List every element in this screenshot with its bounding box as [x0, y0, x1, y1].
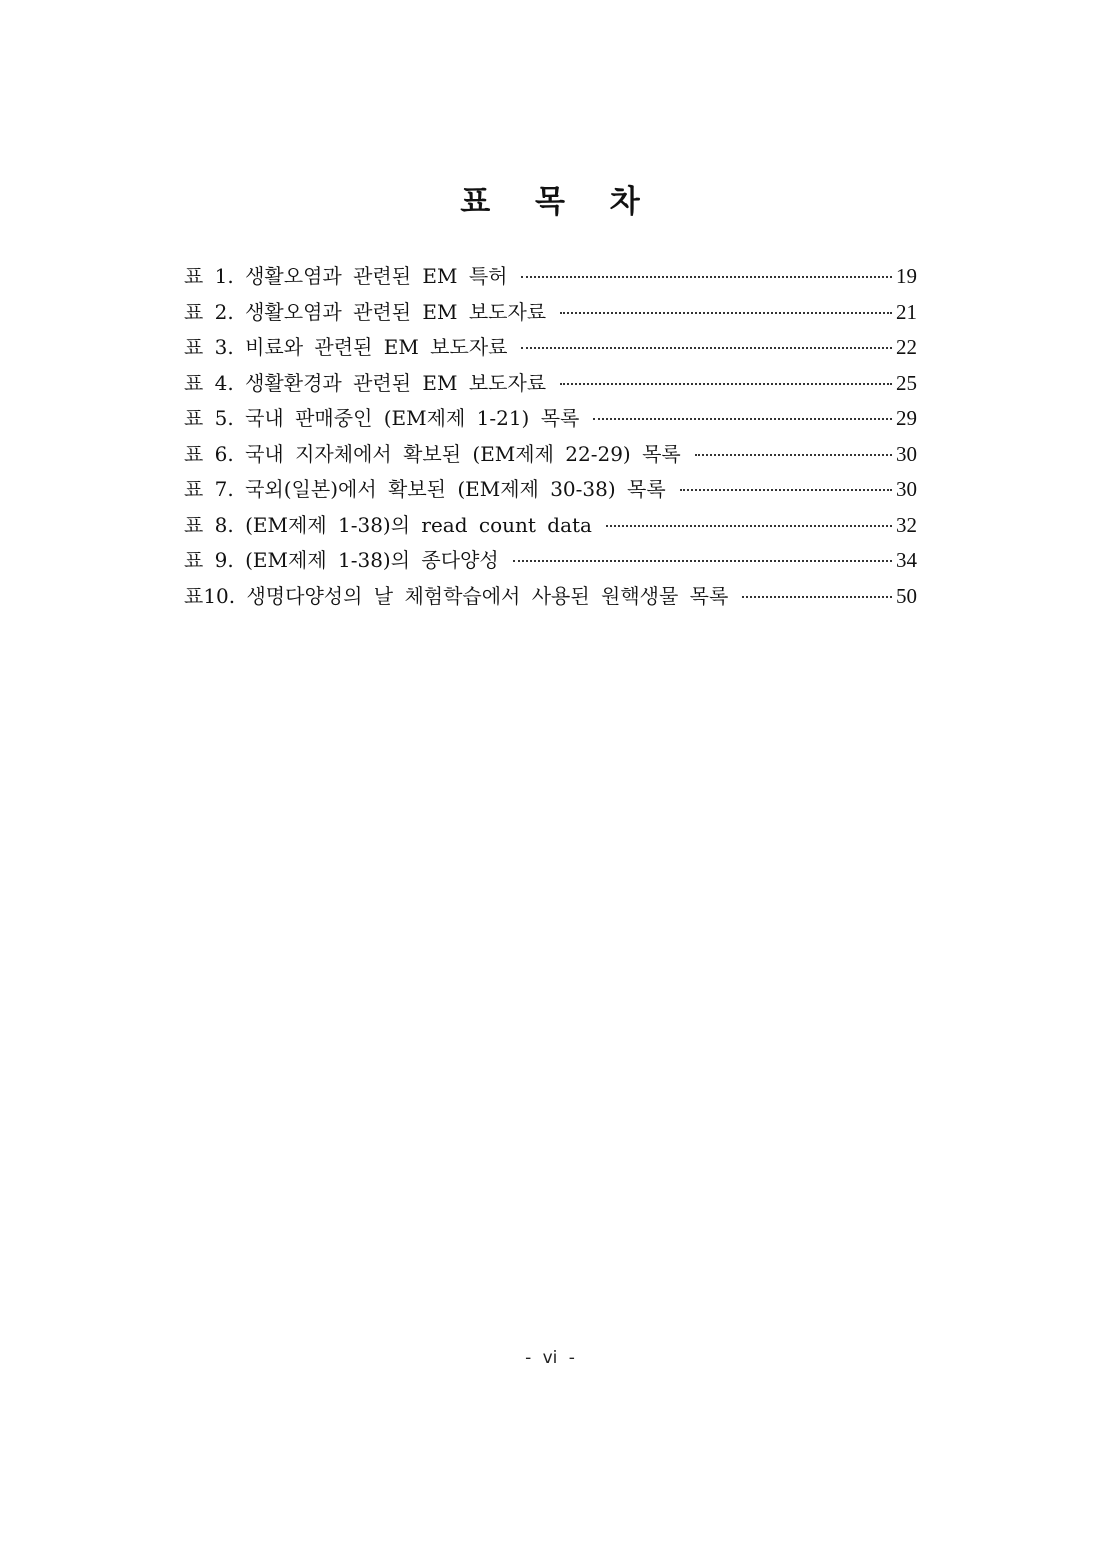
toc-page-number: 30: [896, 441, 917, 466]
toc-entry-label: 표 9. (EM제제 1-38)의 종다양성: [184, 548, 499, 572]
toc-entry-6[interactable]: [184, 437, 917, 473]
toc-page-number: 34: [896, 548, 917, 572]
dot-leader: [593, 418, 892, 420]
toc-page-number: 21: [896, 299, 917, 324]
dot-leader: [606, 525, 892, 527]
dot-leader: [560, 312, 892, 314]
dot-leader: [742, 596, 892, 598]
toc-page-number: 29: [896, 406, 917, 430]
toc-entry-1[interactable]: [184, 259, 917, 295]
toc-page-number: 22: [896, 335, 917, 359]
page-title: 표 목 차: [460, 184, 657, 220]
dot-leader: [560, 383, 892, 385]
dot-leader: [521, 347, 892, 349]
toc-page-number: 32: [896, 512, 917, 537]
toc-entry-4[interactable]: [184, 366, 917, 402]
toc-entry-label: 표10. 생명다양성의 날 체험학습에서 사용된 원핵생물 목록: [184, 583, 729, 608]
toc-entry-label: 표 7. 국외(일본)에서 확보된 (EM제제 30-38) 목록: [184, 477, 666, 501]
toc-entry-label: 표 4. 생활환경과 관련된 EM 보도자료: [184, 370, 547, 395]
toc-page-number: 19: [896, 264, 917, 288]
toc-entry-label: 표 3. 비료와 관련된 EM 보도자료: [184, 335, 508, 359]
toc-page-number: 30: [896, 477, 917, 501]
dot-leader: [521, 276, 892, 278]
dot-leader: [513, 560, 892, 562]
toc-entry-9[interactable]: [184, 543, 917, 579]
toc-entry-label: 표 1. 생활오염과 관련된 EM 특허: [184, 264, 508, 288]
toc-entry-7[interactable]: [184, 472, 917, 508]
toc-entry-label: 표 8. (EM제제 1-38)의 read count data: [184, 512, 592, 537]
dot-leader: [695, 454, 892, 456]
toc-entry-8[interactable]: [184, 508, 917, 544]
dot-leader: [680, 489, 892, 491]
toc-entry-label: 표 5. 국내 판매중인 (EM제제 1-21) 목록: [184, 406, 580, 430]
toc-entry-10[interactable]: [184, 579, 917, 615]
toc-page-number: 50: [896, 583, 917, 608]
toc-entry-3[interactable]: [184, 330, 917, 366]
toc-entry-label: 표 6. 국내 지자체에서 확보된 (EM제제 22-29) 목록: [184, 441, 681, 466]
toc-entry-2[interactable]: [184, 295, 917, 331]
toc-entry-label: 표 2. 생활오염과 관련된 EM 보도자료: [184, 299, 547, 324]
table-of-contents-list: [184, 259, 917, 614]
toc-page-number: 25: [896, 370, 917, 395]
toc-entry-5[interactable]: [184, 401, 917, 437]
page-number-footer: - vi -: [525, 1348, 575, 1368]
